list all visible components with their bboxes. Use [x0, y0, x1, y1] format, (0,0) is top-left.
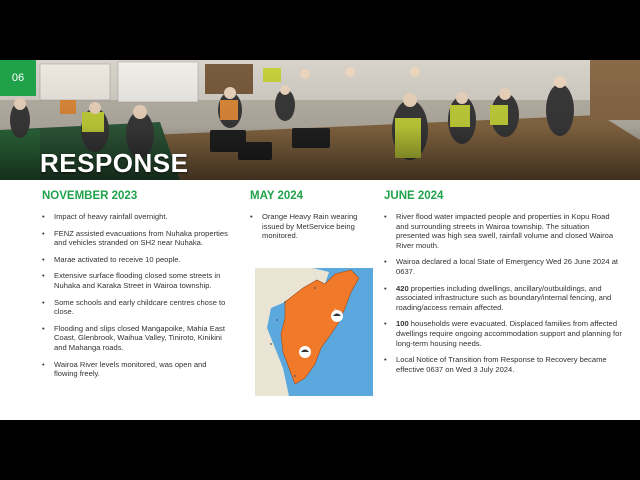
- list-item: • Some schools and early childcare centres chose to close.: [52, 298, 232, 317]
- column-november-2023: [42, 190, 232, 386]
- list-item-text: Local Notice of Transition from Response to Recovery became effective 0637 on Wed 3 July 2024.: [396, 355, 607, 374]
- highlight-number: 420: [396, 283, 409, 293]
- slide: [0, 60, 640, 420]
- list-item: • FENZ assisted evacuations from Nuhaka properties and vehicles stranded on SH2 near Nuhaka.: [52, 229, 232, 248]
- list-item-text: households were evacuated. Displaced families from affected dwellings require ongoing accommodation support and planning for long-term housing needs.: [396, 319, 622, 348]
- column-heading: MAY 2024: [250, 190, 304, 202]
- list-item: • Orange Heavy Rain wearing issued by MetService being monitored.: [260, 212, 368, 241]
- column-may-2024: [250, 190, 368, 248]
- list-item: [394, 257, 622, 276]
- page-title: RESPONSE: [40, 148, 189, 178]
- highlight-number: 100: [396, 319, 409, 329]
- bullet-list: [250, 212, 368, 241]
- list-item: [394, 319, 622, 348]
- list-item-text: River flood water impacted people and properties in Kopu Road and surrounding streets in Wairoa township. The situation presented was high sea swell, rainfall volume and closed Wairoa River mouth.: [396, 212, 614, 250]
- weather-warning-map: [255, 268, 373, 396]
- bullet-list: [384, 212, 622, 374]
- bullet-list: [42, 212, 232, 379]
- list-item-text: properties including dwellings, ancillary/outbuildings, and associated infrastructure such as boundary/internal fencing, and roading/access remain affected.: [396, 283, 612, 312]
- list-item: • Impact of heavy rainfall overnight.: [52, 212, 232, 222]
- list-item-text: Wairoa declared a local State of Emergency Wed 26 June 2024 at 0637.: [396, 257, 619, 276]
- list-item: • Flooding and slips closed Mangapoike, Mahia East Coast, Glenbrook, Waihua Valley, Tiniroto, Kinikini and Mahanga roads.: [52, 324, 232, 353]
- list-item: [394, 212, 622, 250]
- list-item: [394, 355, 622, 374]
- list-item: [394, 284, 622, 313]
- hero-photo: [0, 60, 640, 180]
- list-item: • Marae activated to receive 10 people.: [52, 255, 232, 265]
- page-number: 06: [0, 60, 36, 96]
- column-heading: NOVEMBER 2023: [42, 190, 138, 202]
- column-june-2024: [384, 190, 622, 381]
- list-item: • Extensive surface flooding closed some streets in Nuhaka and Karaka Street in Wairoa township.: [52, 271, 232, 290]
- list-item: • Wairoa River levels monitored, was open and flowing freely.: [52, 360, 232, 379]
- column-heading: JUNE 2024: [384, 190, 444, 202]
